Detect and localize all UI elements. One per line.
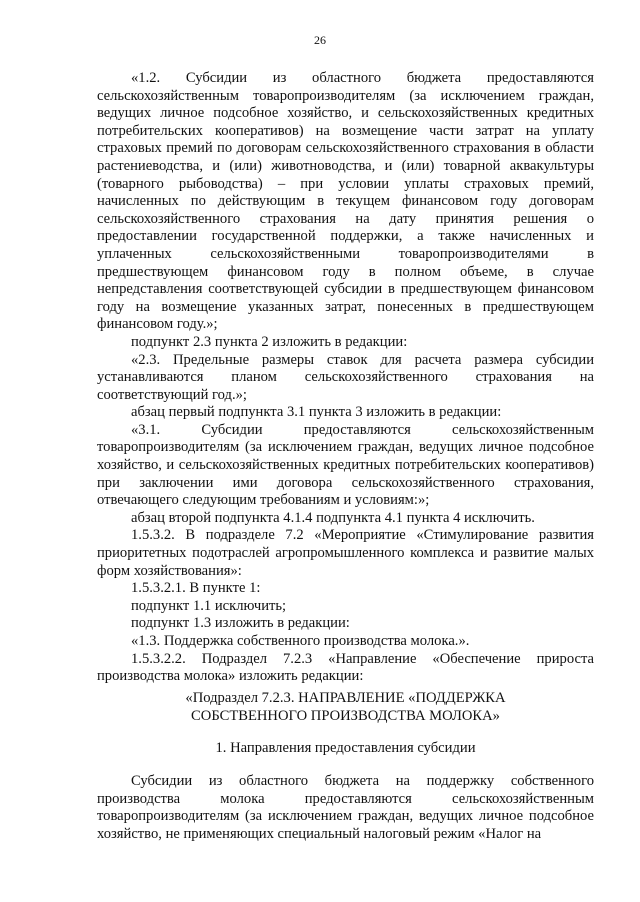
paragraph: «1.2. Субсидии из областного бюджета предоставляются сельскохозяйственным товаропроизводителям (за исключением граждан, ведущих личное подсобное хозяйство, и сельскохозяйственных кредитных потребительских кооперативов) на возмещение части затрат на уплату страховых премий по договорам сельскохозяйственного страхования в области растениеводства, и (или) животноводства, и (или) товарной аквакультуры (товарного рыбоводства) – при условии уплаты страховых премий, начисленных по действующим в текущем финансовом году договорам сельскохозяйственного страхования на дату принятия решения о предоставлении государственной поддержки, а также начисленных и уплаченных сельскохозяйственными товаропроизводителями в предшествующем финансовом году в полном объеме, в случае непредставления соответствующей субсидии в предшествующем финансовом году на возмещение указанных затрат, понесенных в предшествующем финансовом году.»;	[97, 70, 594, 333]
section-subheading: 1. Направления предоставления субсидии	[215, 740, 476, 756]
paragraph: «2.3. Предельные размеры ставок для расчета размера субсидии устанавливаются планом сельскохозяйственного страхования на соответствующий год.»;	[97, 351, 594, 403]
paragraph: «1.3. Поддержка собственного производства молока.».	[131, 633, 470, 649]
paragraph: 1.5.3.2. В подразделе 7.2 «Мероприятие «Стимулирование развития приоритетных подотраслей агропромышленного комплекса и развитие малых форм хозяйствования»:	[97, 527, 594, 579]
paragraph: 1.5.3.2.2. Подраздел 7.2.3 «Направление «Обеспечение прироста производства молока» изложить редакции:	[97, 650, 594, 685]
document-body-continued	[97, 773, 594, 843]
paragraph: Субсидии из областного бюджета на поддержку собственного производства молока предоставляются сельскохозяйственным товаропроизводителям (за исключением граждан, ведущих личное подсобное хозяйство, не применяющих специальный налоговый режим «Налог на	[97, 773, 594, 842]
paragraph: 1.5.3.2.1. В пункте 1:	[131, 580, 261, 597]
document-body	[97, 70, 594, 686]
paragraph: абзац первый подпункта 3.1 пункта 3 изложить в редакции:	[131, 404, 502, 421]
section-heading	[97, 690, 594, 725]
paragraph: абзац второй подпункта 4.1.4 подпункта 4.1 пункта 4 исключить.	[131, 509, 535, 526]
section-heading-line: СОБСТВЕННОГО ПРОИЗВОДСТВА МОЛОКА»	[191, 707, 500, 724]
paragraph: подпункт 1.3 изложить в редакции:	[131, 615, 350, 632]
paragraph: «3.1. Субсидии предоставляются сельскохозяйственным товаропроизводителям (за исключением граждан, ведущих личное подсобное хозяйство, и сельскохозяйственных кредитных потребительских кооперативов) при заключении ими договора сельскохозяйственного страхования, отвечающего следующим требованиям и условиям:»;	[97, 421, 594, 509]
page-number: 26	[314, 33, 326, 47]
paragraph: подпункт 2.3 пункта 2 изложить в редакции:	[131, 333, 408, 350]
section-heading-line: «Подраздел 7.2.3. НАПРАВЛЕНИЕ «ПОДДЕРЖКА	[185, 690, 506, 706]
paragraph: подпункт 1.1 исключить;	[131, 597, 287, 614]
